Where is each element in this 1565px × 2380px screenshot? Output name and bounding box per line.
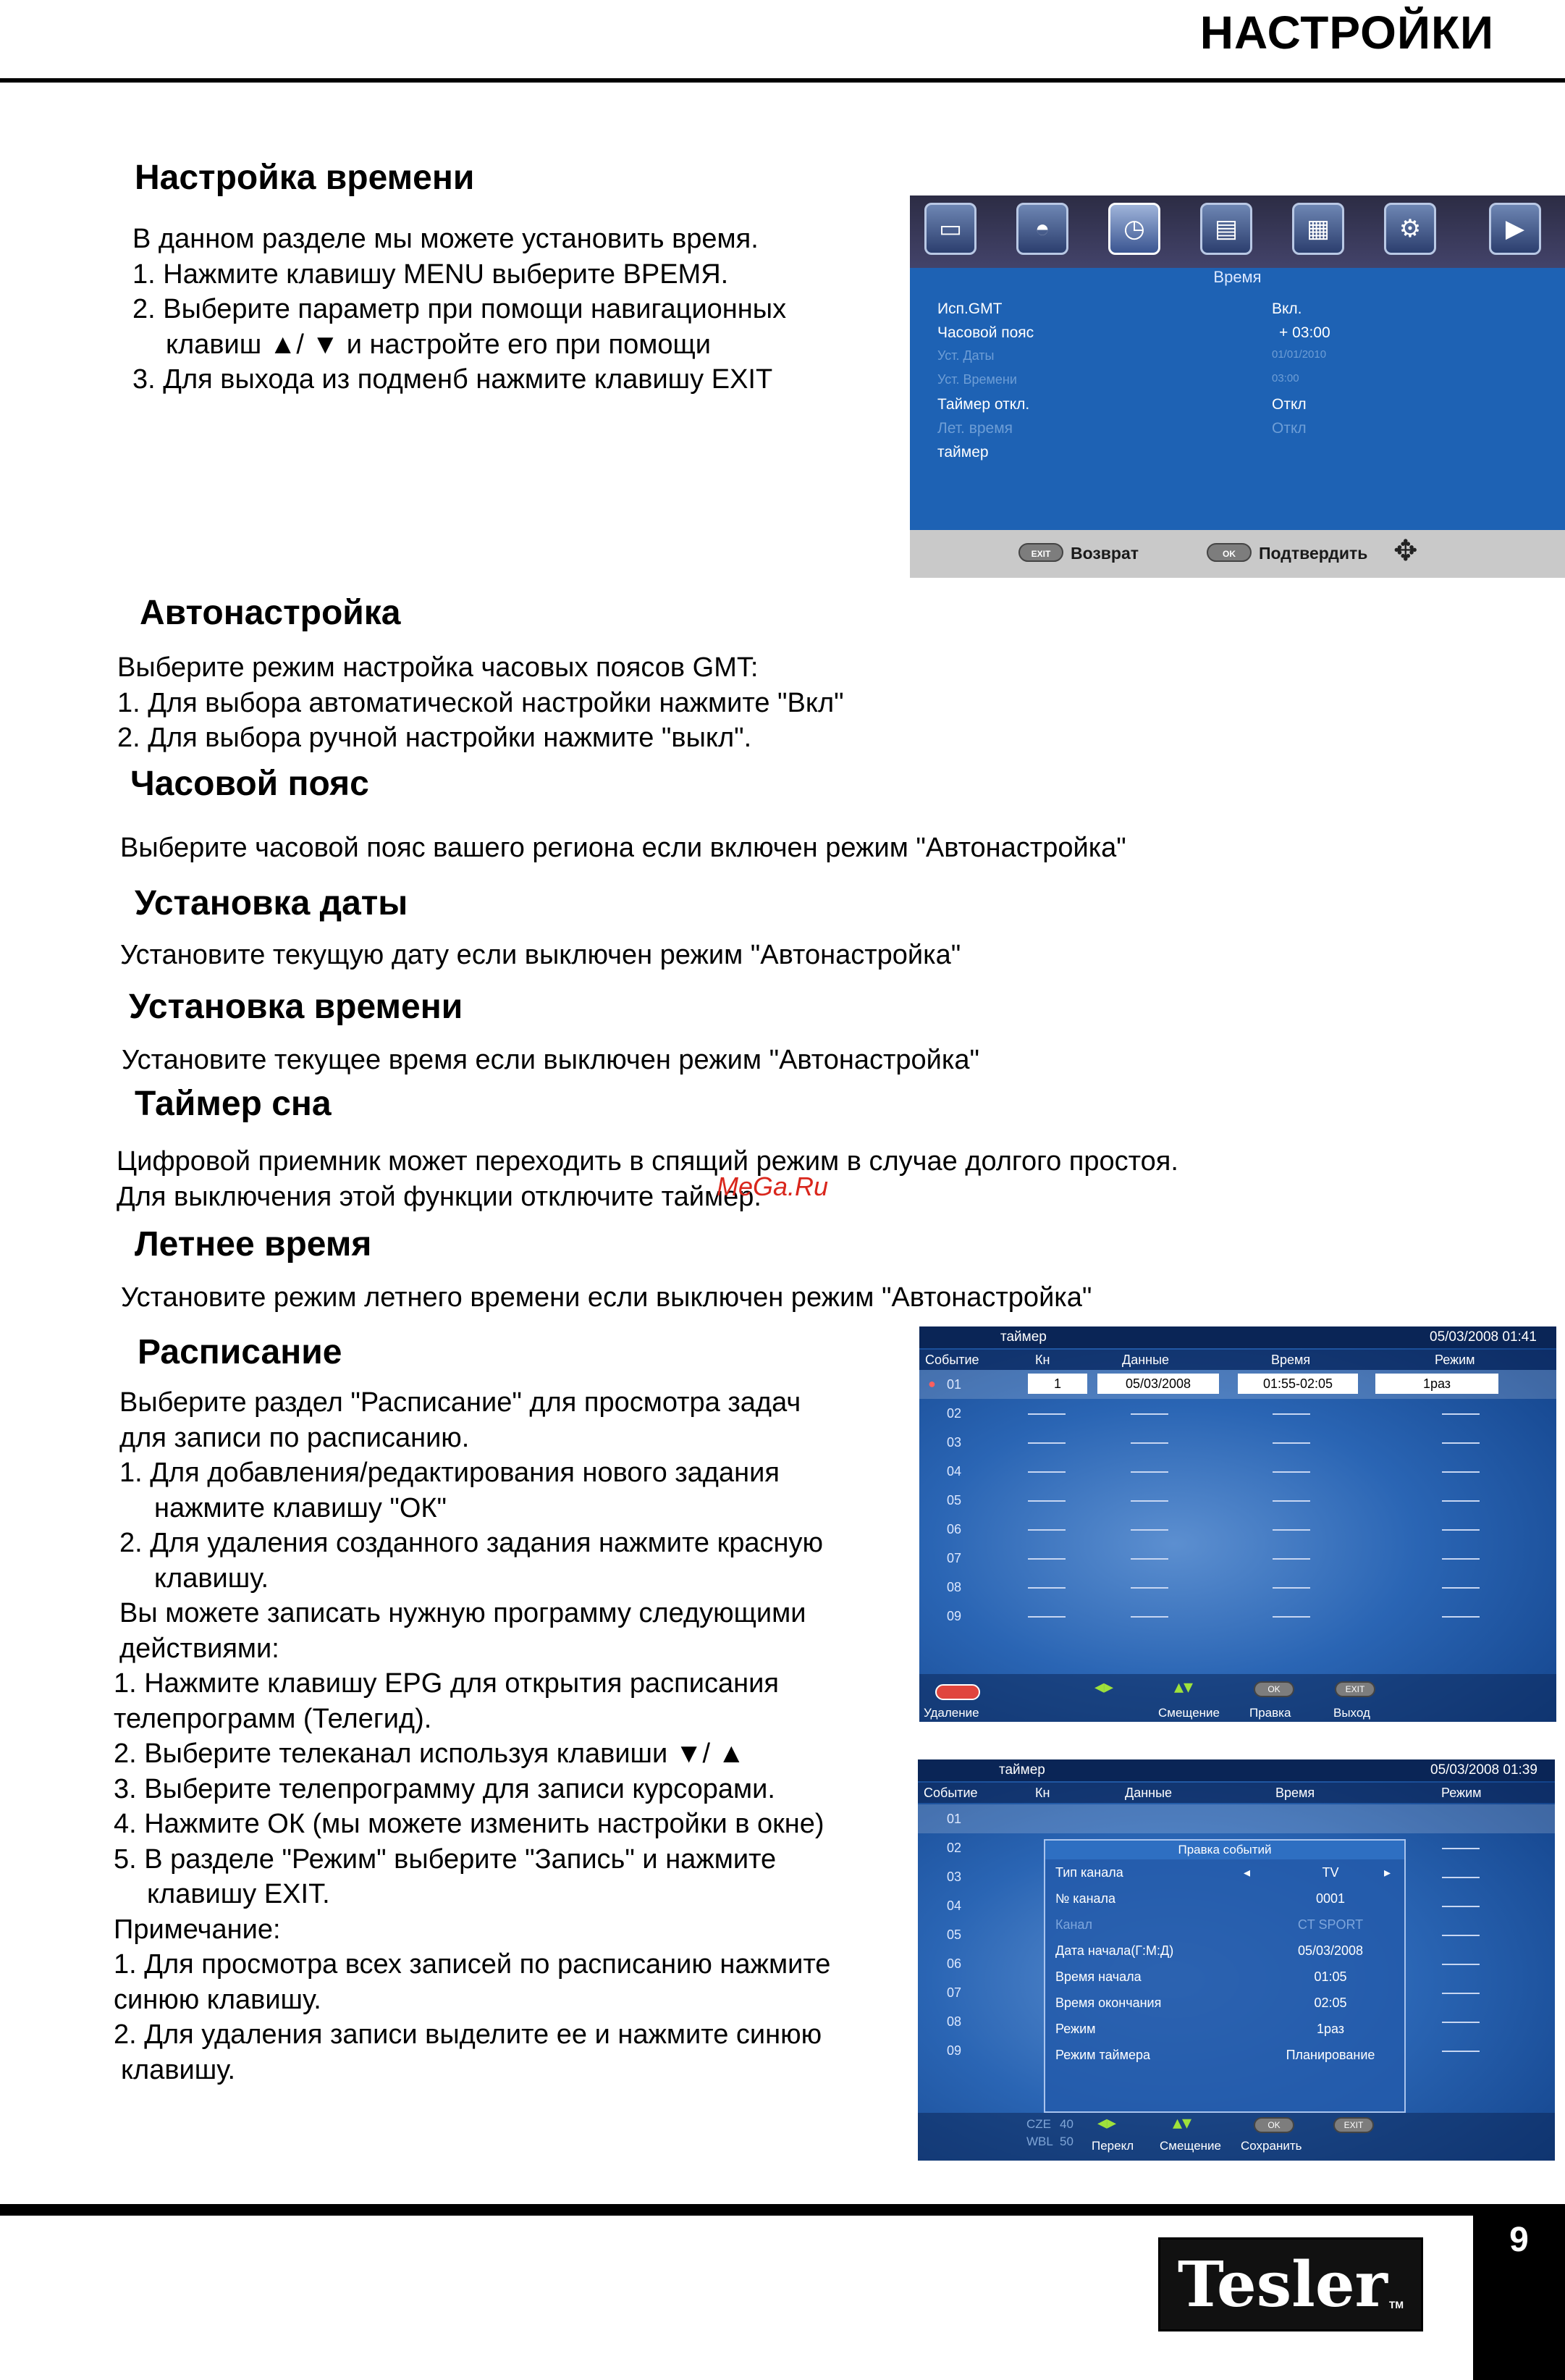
section-date-text: Установите текущую дату если выключен режим "Автонастройка" [120,940,961,970]
table-row: 06 [919,1515,1556,1544]
table-row: 03 [918,1862,1555,1891]
system-icon: ⚙ [1384,203,1436,255]
text-line: Цифровой приемник может переходить в спящий режим в случае долгого простоя. [117,1146,1178,1177]
section-time-heading: Настройка времени [135,159,475,197]
section-sleep-text [117,1144,1178,1214]
record-icon: ● [928,1376,936,1391]
menu-title: Время [1213,268,1262,286]
text-line: телепрограмм (Телегид). [114,1703,432,1734]
text-line: Для выключения этой функции отключите таймер. [117,1181,762,1212]
text-line: 2. Для удаления записи выделите ее и нажмите синюю [114,2019,822,2050]
dialog-title: Правка событий [1045,1841,1404,1859]
header-rule [0,78,1565,83]
text-line: клавишу. [121,2054,236,2085]
picture-icon: ◓ [1016,203,1068,255]
table-row: 09 [919,1602,1556,1631]
up-down-arrows-icon: ▴▾ [1173,2111,1192,2133]
text-line: 1. Нажмите клавишу EPG для открытия расписания [114,1668,779,1699]
text-line: Примечание: [114,1914,281,1945]
section-settime-heading: Установка времени [129,988,463,1026]
text-line: 3. Выберите телепрограмму для записи курсорами. [114,1773,775,1804]
table-row: 04 [919,1457,1556,1486]
table-row: 05 [918,1920,1555,1949]
section-tz-heading: Часовой пояс [130,765,369,803]
left-right-arrows-icon: ◂▸ [1097,2111,1117,2133]
tesler-logo: Tesler $_{TM}$ [1158,2237,1423,2331]
section-time-text [132,222,786,398]
text-line: 1. Для просмотра всех записей по расписанию нажмите [114,1949,831,1980]
exit-key: EXIT [1018,543,1063,562]
text-line: Выберите раздел "Расписание" для просмотра задач [119,1387,801,1418]
text-line: 1. Нажмите клавишу MENU выберите ВРЕМЯ. [132,258,729,290]
text-line: 1. Для добавления/редактирования нового задания [119,1458,780,1488]
section-settime-text: Установите текущее время если выключен режим "Автонастройка" [122,1045,979,1075]
text-line: 2. Для выбора ручной настройки нажмите "выкл". [117,723,752,753]
page-title: НАСТРОЙКИ [1199,7,1494,59]
red-button-icon [935,1684,980,1700]
time-menu-screenshot: ▭ ◓ ◷ ▤ ▦ ⚙ ▶ Время Исп.GMT Вкл. Часовой пояс + 03:00 Уст. Даты 01/01/2010 Уст. Времени 03:00 Таймер откл. Откл Лет. время Откл таймер EXIT Возврат OK Подтвердить ✥ [910,195,1565,578]
watermark: MeGa.Ru [717,1172,829,1201]
media-icon: ▶ [1489,203,1541,255]
section-dst-heading: Летнее время [135,1225,372,1263]
options-icon: ▦ [1292,203,1344,255]
text-line: для записи по расписанию. [119,1422,470,1453]
screen-topbar: таймер 05/03/2008 01:39 [918,1759,1555,1781]
table-row: 01 [918,1804,1555,1833]
table-row: 09 [918,2036,1555,2065]
section-sleep-heading: Таймер сна [135,1085,332,1123]
channel-icon: ▤ [1200,203,1252,255]
section-dst-text: Установите режим летнего времени если выключен режим "Автонастройка" [121,1282,1092,1313]
table-header: Событие Кн Данные Время Режим [919,1350,1556,1370]
navigation-cross-icon: ✥ [1393,535,1418,567]
monitor-icon: ▭ [924,203,976,255]
table-row: 04 [918,1891,1555,1920]
text-line: 3. Для выхода из подменб нажмите клавишу EXIT [132,364,773,395]
table-row: 07 [918,1978,1555,2007]
screen-topbar: таймер 05/03/2008 01:41 [919,1326,1556,1348]
exit-label: Возврат [1071,544,1139,563]
text-line: синюю клавишу. [114,1984,321,2015]
text-line: 1. Для выбора автоматической настройки нажмите "Вкл" [117,687,844,718]
table-row: 08 [919,1573,1556,1602]
menu-footer [910,530,1565,578]
text-line: 2. Выберите телеканал используя клавиши ▼/ ▲ [114,1738,746,1769]
text-line: 5. В разделе "Режим" выберите "Запись" и нажмите [114,1843,777,1875]
section-date-heading: Установка даты [135,884,408,922]
event-edit-screenshot [918,1759,1555,2161]
footer-rule [0,2204,1565,2216]
text-line: действиями: [119,1633,279,1664]
table-row: 06 [918,1949,1555,1978]
screen-footer: CZE 40 WBL 50 ◂▸ ▴▾ OK EXIT Перекл Смещение Сохранить [918,2113,1555,2161]
left-right-arrows-icon: ◂▸ [1094,1675,1114,1697]
table-row: 02 [919,1399,1556,1428]
text-line: 2. Выберите параметр при помощи навигационных [132,294,787,324]
arrow-left-icon: ◂ [1244,1865,1251,1880]
text-line: В данном разделе мы можете установить время. [132,224,759,254]
section-auto-heading: Автонастройка [140,594,401,632]
ok-key: OK [1207,543,1252,562]
section-schedule-text [114,1385,830,2087]
table-row: 02 [918,1833,1555,1862]
edit-event-dialog: Правка событий Тип канала ◂ TV ▸ № канала 0001 Канал CT SPORT Дата начала(Г:М:Д) 05/03/2008 Время начала 01:05 Время окончания 02:05 Режим 1раз Режим таймера Планирование [1044,1839,1406,2113]
screen-footer: Удаление ◂▸ ▴▾ OK EXIT Смещение Правка Выход [919,1674,1556,1722]
text-line: клавиш ▲/ ▼ и настройте его при помощи [166,329,711,360]
arrow-right-icon: ▸ [1384,1865,1391,1880]
menu-icon-bar [910,195,1565,268]
section-schedule-heading: Расписание [138,1333,342,1371]
table-row: 08 [918,2007,1555,2036]
text-line: 4. Нажмите ОК (мы можете изменить настройки в окне) [114,1809,824,1839]
up-down-arrows-icon: ▴▾ [1174,1675,1194,1697]
table-row: 07 [919,1544,1556,1573]
table-header: Событие Кн Данные Время Режим [918,1783,1555,1803]
text-line: клавишу. [154,1563,269,1594]
text-line: Вы можете записать нужную программу следующими [119,1598,806,1628]
page-number: 9 [1473,2204,1565,2380]
table-row: 05 [919,1486,1556,1515]
table-row: ● 01 1 05/03/2008 01:55-02:05 1раз [919,1370,1556,1399]
text-line: нажмите клавишу "ОК" [154,1492,447,1523]
text-line: Выберите режим настройка часовых поясов GMT: [117,652,759,683]
section-auto-text [117,650,844,756]
clock-icon: ◷ [1108,203,1160,255]
schedule-list-screenshot [919,1326,1556,1722]
text-line: 2. Для удаления созданного задания нажмите красную [119,1528,823,1558]
text-line: клавишу EXIT. [147,1879,330,1909]
ok-label: Подтвердить [1259,544,1368,563]
section-tz-text: Выберите часовой пояс вашего региона если включен режим "Автонастройка" [120,833,1126,863]
table-row: 03 [919,1428,1556,1457]
